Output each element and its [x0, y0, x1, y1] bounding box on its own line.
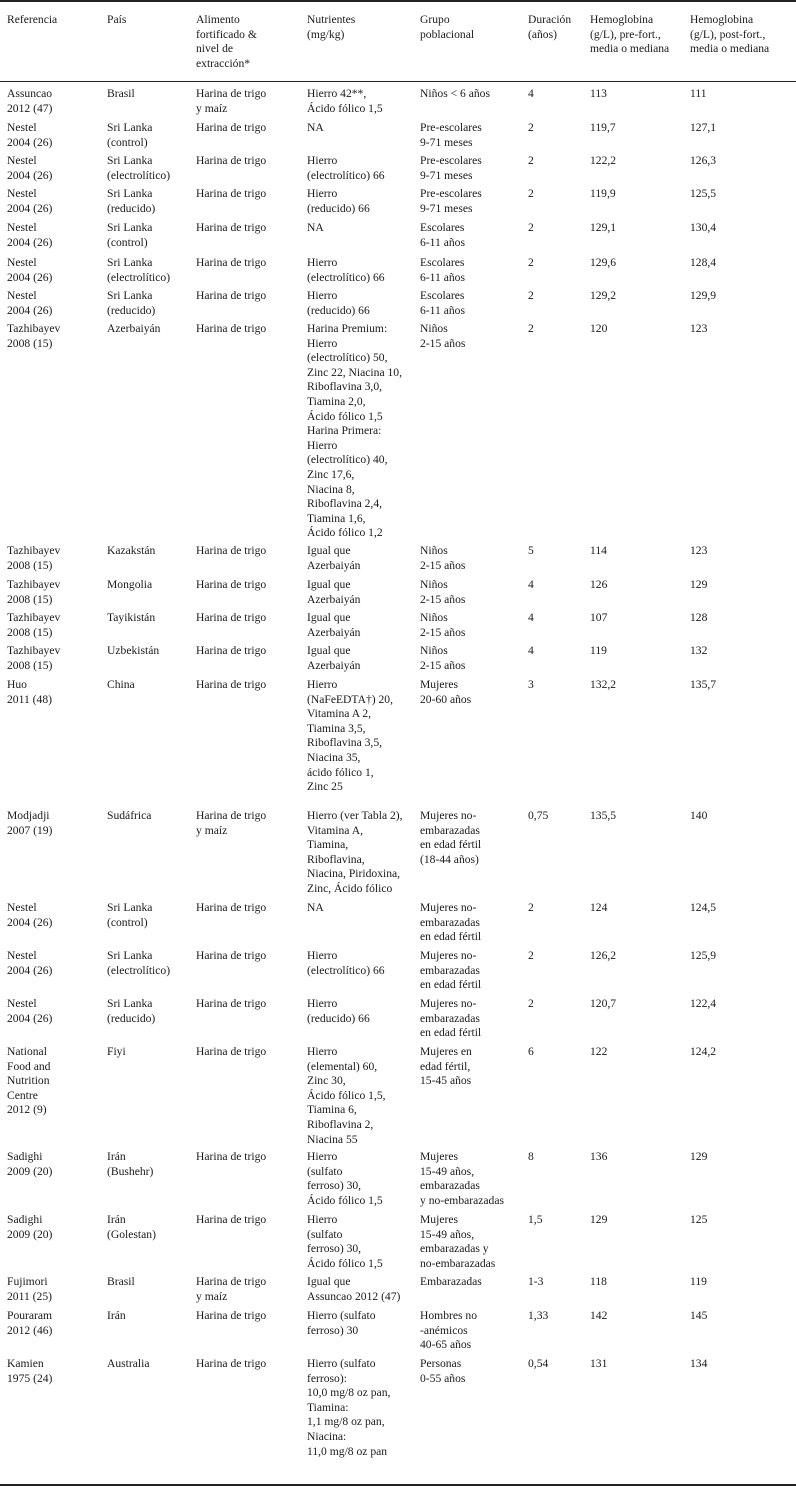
cell-duracion: 2	[528, 289, 534, 302]
cell-grupo: Personas 0-55 años	[420, 1357, 466, 1385]
cell-hb-pre: 120	[590, 322, 608, 335]
cell-nutrientes: Harina Premium: Hierro (electrolítico) 50, Zinc 22, Niacina 10, Riboflavina 3,0, Tiamina 2,0, Ácido fólico 1,5 Harina Primera: Hierro (electrolítico) 40, Zinc 17,6, Niacina 8, Riboflavina 2,4, Tiamina 1,6, Ácido fólico 1,2	[307, 322, 402, 540]
cell-hb-pre: 126	[590, 578, 608, 591]
cell-nutrientes: Hierro (ver Tabla 2), Vitamina A, Tiamina, Riboflavina, Niacina, Piridoxina, Zinc, Ácido fólico	[307, 809, 403, 895]
cell-alimento: Harina de trigo	[196, 1045, 267, 1058]
cell-referencia: Nestel 2004 (26)	[7, 154, 53, 182]
cell-nutrientes: Igual que Azerbaiyán	[307, 611, 361, 639]
cell-nutrientes: Igual que Assuncao 2012 (47)	[307, 1275, 401, 1303]
cell-grupo: Embarazadas	[420, 1275, 482, 1288]
cell-alimento: Harina de trigo y maíz	[196, 87, 267, 115]
cell-nutrientes: NA	[307, 121, 324, 134]
cell-duracion: 5	[528, 544, 534, 557]
cell-hb-post: 132	[690, 644, 708, 657]
cell-nutrientes: Hierro 42**, Ácido fólico 1,5	[307, 87, 383, 115]
cell-referencia: Fujimori 2011 (25)	[7, 1275, 52, 1303]
cell-alimento: Harina de trigo	[196, 154, 267, 167]
cell-pais: Sri Lanka (control)	[107, 121, 153, 149]
cell-hb-pre: 120,7	[590, 997, 617, 1010]
cell-pais: Sri Lanka (electrolítico)	[107, 949, 171, 977]
cell-nutrientes: Hierro (sulfato ferroso) 30	[307, 1309, 376, 1337]
cell-grupo: Pre-escolares 9-71 meses	[420, 121, 482, 149]
cell-grupo: Niños 2-15 años	[420, 578, 466, 606]
cell-nutrientes: Hierro (sulfato ferroso): 10,0 mg/8 oz pan, Tiamina: 1,1 mg/8 oz pan, Niacina: 11,0 mg/8 oz pan	[307, 1357, 391, 1458]
header-duracion: Duración (años)	[528, 13, 572, 41]
cell-nutrientes: Igual que Azerbaiyán	[307, 578, 361, 606]
cell-hb-pre: 118	[590, 1275, 607, 1288]
cell-alimento: Harina de trigo	[196, 1309, 267, 1322]
cell-hb-pre: 114	[590, 544, 607, 557]
cell-hb-post: 111	[690, 87, 707, 100]
cell-referencia: Nestel 2004 (26)	[7, 997, 53, 1025]
cell-grupo: Niños 2-15 años	[420, 644, 466, 672]
cell-alimento: Harina de trigo	[196, 578, 267, 591]
cell-alimento: Harina de trigo	[196, 322, 267, 335]
cell-alimento: Harina de trigo	[196, 1213, 267, 1226]
cell-pais: Uzbekistán	[107, 644, 160, 657]
cell-hb-pre: 135,5	[590, 809, 617, 822]
cell-pais: Azerbaiyán	[107, 322, 161, 335]
cell-hb-pre: 107	[590, 611, 608, 624]
cell-duracion: 2	[528, 256, 534, 269]
cell-nutrientes: Igual que Azerbaiyán	[307, 544, 361, 572]
cell-hb-pre: 119,7	[590, 121, 616, 134]
cell-duracion: 2	[528, 187, 534, 200]
cell-hb-post: 134	[690, 1357, 708, 1370]
cell-hb-post: 145	[690, 1309, 708, 1322]
cell-pais: Brasil	[107, 87, 135, 100]
cell-hb-post: 125,5	[690, 187, 717, 200]
cell-grupo: Pre-escolares 9-71 meses	[420, 187, 482, 215]
cell-duracion: 8	[528, 1150, 534, 1163]
cell-grupo: Niños 2-15 años	[420, 322, 466, 350]
cell-duracion: 6	[528, 1045, 534, 1058]
cell-duracion: 2	[528, 154, 534, 167]
cell-grupo: Niños 2-15 años	[420, 611, 466, 639]
cell-alimento: Harina de trigo	[196, 1357, 267, 1370]
cell-grupo: Mujeres en edad fértil, 15-45 años	[420, 1045, 472, 1088]
cell-grupo: Mujeres no- embarazadas en edad fértil (18-44 años)	[420, 809, 482, 866]
cell-hb-pre: 124	[590, 901, 608, 914]
cell-pais: Kazakstán	[107, 544, 156, 557]
cell-referencia: Tazhibayev 2008 (15)	[7, 611, 61, 639]
cell-pais: Fiyi	[107, 1045, 126, 1058]
cell-referencia: Kamien 1975 (24)	[7, 1357, 53, 1385]
header-grupo: Grupo poblacional	[420, 13, 475, 41]
cell-duracion: 1-3	[528, 1275, 544, 1288]
cell-nutrientes: Igual que Azerbaiyán	[307, 644, 361, 672]
cell-referencia: Assuncao 2012 (47)	[7, 87, 53, 115]
cell-hb-post: 130,4	[690, 221, 717, 234]
cell-duracion: 0,54	[528, 1357, 549, 1370]
cell-referencia: Tazhibayev 2008 (15)	[7, 322, 61, 350]
cell-duracion: 4	[528, 578, 534, 591]
cell-pais: Irán (Golestan)	[107, 1213, 156, 1241]
cell-duracion: 2	[528, 901, 534, 914]
cell-hb-post: 125	[690, 1213, 708, 1226]
cell-hb-post: 135,7	[690, 678, 717, 691]
cell-referencia: Nestel 2004 (26)	[7, 289, 53, 317]
cell-referencia: Nestel 2004 (26)	[7, 221, 53, 249]
header-referencia: Referencia	[7, 13, 58, 26]
cell-referencia: Huo 2011 (48)	[7, 678, 52, 706]
cell-alimento: Harina de trigo	[196, 544, 267, 557]
cell-nutrientes: Hierro (electrolítico) 66	[307, 256, 385, 284]
cell-grupo: Hombres no -anémicos 40-65 años	[420, 1309, 477, 1352]
header-rule	[0, 81, 796, 82]
cell-duracion: 1,33	[528, 1309, 549, 1322]
cell-pais: Mongolia	[107, 578, 153, 591]
cell-nutrientes: Hierro (reducido) 66	[307, 997, 370, 1025]
cell-pais: Tayikistán	[107, 611, 156, 624]
header-hb-pre: Hemoglobina (g/L), pre-fort., media o mediana	[590, 13, 670, 56]
cell-grupo: Niños < 6 años	[420, 87, 490, 100]
cell-hb-post: 123	[690, 322, 708, 335]
cell-alimento: Harina de trigo	[196, 187, 267, 200]
cell-grupo: Mujeres no- embarazadas en edad fértil	[420, 949, 482, 992]
cell-duracion: 4	[528, 87, 534, 100]
cell-nutrientes: NA	[307, 901, 324, 914]
cell-referencia: Tazhibayev 2008 (15)	[7, 544, 61, 572]
cell-grupo: Mujeres 15-49 años, embarazadas y no-embarazadas	[420, 1150, 505, 1207]
cell-hb-post: 125,9	[690, 949, 717, 962]
cell-duracion: 0,75	[528, 809, 549, 822]
table-bottom-rule	[0, 1484, 796, 1486]
cell-nutrientes: Hierro (reducido) 66	[307, 187, 370, 215]
cell-pais: China	[107, 678, 135, 691]
cell-pais: Sri Lanka (control)	[107, 221, 153, 249]
cell-grupo: Escolares 6-11 años	[420, 221, 465, 249]
cell-nutrientes: Hierro (electrolítico) 66	[307, 949, 385, 977]
cell-nutrientes: Hierro (elemental) 60, Zinc 30, Ácido fólico 1,5, Tiamina 6, Riboflavina 2, Niacina 55	[307, 1045, 386, 1146]
cell-referencia: Tazhibayev 2008 (15)	[7, 578, 61, 606]
cell-grupo: Niños 2-15 años	[420, 544, 466, 572]
cell-alimento: Harina de trigo	[196, 121, 267, 134]
cell-referencia: Modjadji 2007 (19)	[7, 809, 53, 837]
cell-pais: Sri Lanka (reducido)	[107, 997, 156, 1025]
cell-alimento: Harina de trigo	[196, 949, 267, 962]
header-pais: País	[107, 13, 127, 26]
cell-referencia: Nestel 2004 (26)	[7, 121, 53, 149]
cell-hb-post: 119	[690, 1275, 707, 1288]
cell-nutrientes: Hierro (NaFeEDTA†) 20, Vitamina A 2, Tiamina 3,5, Riboflavina 3,5, Niacina 35, ácido fólico 1, Zinc 25	[307, 678, 394, 794]
cell-hb-post: 123	[690, 544, 708, 557]
cell-pais: Irán (Bushehr)	[107, 1150, 154, 1178]
cell-hb-post: 140	[690, 809, 708, 822]
cell-hb-post: 126,3	[690, 154, 717, 167]
cell-hb-pre: 136	[590, 1150, 608, 1163]
cell-duracion: 2	[528, 221, 534, 234]
cell-pais: Sudáfrica	[107, 809, 152, 822]
cell-pais: Sri Lanka (electrolítico)	[107, 154, 171, 182]
cell-pais: Irán	[107, 1309, 126, 1322]
cell-grupo: Mujeres no- embarazadas en edad fértil	[420, 901, 482, 944]
cell-hb-post: 129	[690, 578, 708, 591]
cell-alimento: Harina de trigo y maíz	[196, 809, 267, 837]
cell-grupo: Pre-escolares 9-71 meses	[420, 154, 482, 182]
cell-alimento: Harina de trigo	[196, 1150, 267, 1163]
header-nutrientes: Nutrientes (mg/kg)	[307, 13, 356, 41]
cell-referencia: Sadighi 2009 (20)	[7, 1213, 53, 1241]
cell-referencia: Pouraram 2012 (46)	[7, 1309, 53, 1337]
cell-nutrientes: Hierro (reducido) 66	[307, 289, 370, 317]
cell-alimento: Harina de trigo y maíz	[196, 1275, 267, 1303]
cell-pais: Brasil	[107, 1275, 135, 1288]
cell-referencia: Nestel 2004 (26)	[7, 256, 53, 284]
cell-referencia: Nestel 2004 (26)	[7, 187, 53, 215]
cell-hb-post: 129	[690, 1150, 708, 1163]
cell-hb-post: 124,2	[690, 1045, 717, 1058]
cell-nutrientes: Hierro (electrolítico) 66	[307, 154, 385, 182]
header-alimento: Alimento fortificado & nivel de extracción*	[196, 13, 257, 70]
cell-hb-pre: 119,9	[590, 187, 616, 200]
cell-alimento: Harina de trigo	[196, 611, 267, 624]
cell-hb-post: 128,4	[690, 256, 717, 269]
cell-duracion: 3	[528, 678, 534, 691]
cell-nutrientes: Hierro (sulfato ferroso) 30, Ácido fólico 1,5	[307, 1213, 383, 1270]
cell-hb-pre: 129	[590, 1213, 608, 1226]
cell-hb-pre: 122	[590, 1045, 608, 1058]
cell-hb-pre: 129,6	[590, 256, 617, 269]
cell-hb-pre: 122,2	[590, 154, 617, 167]
cell-referencia: Nestel 2004 (26)	[7, 949, 53, 977]
cell-duracion: 2	[528, 121, 534, 134]
cell-grupo: Escolares 6-11 años	[420, 289, 465, 317]
cell-alimento: Harina de trigo	[196, 678, 267, 691]
cell-referencia: Nestel 2004 (26)	[7, 901, 53, 929]
cell-alimento: Harina de trigo	[196, 289, 267, 302]
cell-duracion: 4	[528, 644, 534, 657]
cell-alimento: Harina de trigo	[196, 644, 267, 657]
cell-duracion: 2	[528, 997, 534, 1010]
cell-alimento: Harina de trigo	[196, 997, 267, 1010]
cell-nutrientes: NA	[307, 221, 324, 234]
cell-referencia: Tazhibayev 2008 (15)	[7, 644, 61, 672]
cell-hb-post: 129,9	[690, 289, 717, 302]
header-hb-post: Hemoglobina (g/L), post-fort., media o mediana	[690, 13, 770, 56]
cell-grupo: Escolares 6-11 años	[420, 256, 465, 284]
cell-alimento: Harina de trigo	[196, 901, 267, 914]
cell-nutrientes: Hierro (sulfato ferroso) 30, Ácido fólico 1,5	[307, 1150, 383, 1207]
cell-pais: Sri Lanka (electrolítico)	[107, 256, 171, 284]
cell-hb-pre: 119	[590, 644, 607, 657]
cell-duracion: 4	[528, 611, 534, 624]
cell-alimento: Harina de trigo	[196, 221, 267, 234]
cell-hb-pre: 129,1	[590, 221, 617, 234]
cell-hb-post: 128	[690, 611, 708, 624]
cell-grupo: Mujeres 15-49 años, embarazadas y no-embarazadas	[420, 1213, 496, 1270]
cell-duracion: 1,5	[528, 1213, 543, 1226]
cell-hb-pre: 142	[590, 1309, 608, 1322]
cell-pais: Australia	[107, 1357, 150, 1370]
cell-hb-pre: 126,2	[590, 949, 617, 962]
cell-pais: Sri Lanka (reducido)	[107, 289, 156, 317]
cell-hb-pre: 113	[590, 87, 607, 100]
cell-pais: Sri Lanka (control)	[107, 901, 153, 929]
cell-alimento: Harina de trigo	[196, 256, 267, 269]
cell-grupo: Mujeres 20-60 años	[420, 678, 472, 706]
cell-hb-pre: 131	[590, 1357, 608, 1370]
cell-duracion: 2	[528, 322, 534, 335]
table-top-rule	[0, 0, 796, 2]
cell-referencia: Sadighi 2009 (20)	[7, 1150, 53, 1178]
cell-duracion: 2	[528, 949, 534, 962]
cell-pais: Sri Lanka (reducido)	[107, 187, 156, 215]
cell-hb-post: 124,5	[690, 901, 717, 914]
cell-hb-post: 127,1	[690, 121, 717, 134]
cell-hb-post: 122,4	[690, 997, 717, 1010]
cell-hb-pre: 132,2	[590, 678, 617, 691]
cell-grupo: Mujeres no- embarazadas en edad fértil	[420, 997, 482, 1040]
cell-referencia: National Food and Nutrition Centre 2012 (9)	[7, 1045, 51, 1117]
cell-hb-pre: 129,2	[590, 289, 617, 302]
